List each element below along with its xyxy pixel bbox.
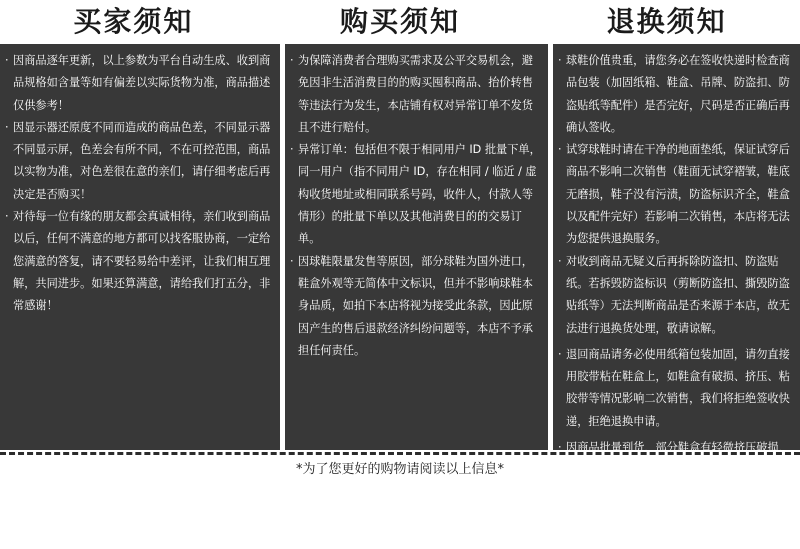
return-notice-panel — [553, 44, 800, 544]
footer-note: *为了您更好的购物请阅读以上信息* — [295, 462, 504, 477]
list-item — [557, 344, 796, 433]
bullet-icon: · — [290, 54, 294, 67]
list-item-text: 因球鞋限量发售等原因，部分球鞋为国外进口，鞋盒外观等无简体中文标识，但并不影响球鞋本身品质，如拍下本店将视为接受此条款，因此原因产生的售后退款经济纠纷问题等，本店不予承担任何责任。 — [298, 254, 533, 357]
list-item-text: 异常订单：包括但不限于相同用户 ID 批量下单，同一用户（指不同用户 ID，存在相同 / 临近 / 虚构收货地址或相同联系号码，收件人，付款人等情形）的批量下单以及其他消费目的的交易订单。 — [298, 143, 541, 246]
bullet-icon: · — [5, 54, 9, 67]
list-item-text: 为保障消费者合理购买需求及公平交易机会，避免因非生活消费目的的购买囤积商品、抬价转售等违法行为发生，本店铺有权对异常订单不发货且不进行赔付。 — [298, 54, 533, 134]
list-item — [289, 139, 544, 250]
bullet-icon: · — [558, 347, 562, 361]
header-return-notice: 退换须知 — [606, 5, 727, 38]
bullet-icon: · — [558, 441, 562, 455]
bullet-icon: · — [290, 143, 294, 157]
header-row — [0, 0, 800, 44]
buyer-notice-panel — [0, 44, 280, 450]
list-item-text: 对待每一位有缘的朋友都会真诚相待，亲们收到商品以后，任何不满意的地方都可以找客服协商，一定给您满意的答复，请不要轻易给中差评，让我们相互理解，共同进步。如果还算满意，请给我们打五分，非常感谢！ — [13, 210, 271, 313]
list-item-text: 试穿球鞋时请在干净的地面垫纸，保证试穿后商品不影响二次销售（鞋面无试穿褶皱，鞋底无磨损，鞋子没有污渍，防盗标识齐全，鞋盒以及配件完好）若影响二次销售，本店将无法为您提供退换服务。 — [566, 143, 790, 246]
purchase-notice-panel — [285, 44, 548, 450]
list-item-text: 对收到商品无疑义后再拆除防盗扣、防盗贴纸。若拆毁防盗标识（剪断防盗扣、撕毁防盗贴纸等）无法判断商品是否来源于本店，故无法进行退换货处理，敬请谅解。 — [566, 254, 790, 335]
list-item-text: 因商品逐年更新，以上参数为平台自动生成、收到商品规格如含量等如有偏差以实际货物为准，商品描述仅供参考！ — [13, 54, 271, 112]
list-item — [4, 50, 276, 117]
list-item — [289, 50, 544, 139]
list-item — [557, 251, 796, 340]
bullet-icon: · — [558, 143, 562, 157]
bullet-icon: · — [5, 210, 9, 224]
list-item — [557, 139, 796, 250]
list-item-text: 退回商品请务必使用纸箱包装加固，请勿直接用胶带粘在鞋盒上，如鞋盒有破损、挤压、粘胶带等情况影响二次销售，我们将拒绝签收快递，拒绝退换申请。 — [566, 347, 790, 428]
header-purchase-notice: 购买须知 — [339, 5, 460, 38]
list-item — [557, 50, 796, 139]
list-item-text: 球鞋价值贵重，请您务必在签收快递时检查商品包装（加固纸箱、鞋盒、吊牌、防盗扣、防盗贴纸等配件）是否完好，尺码是否正确后再确认签收。 — [566, 54, 790, 134]
bullet-icon: · — [5, 120, 9, 134]
list-item — [4, 206, 276, 317]
list-item-text: 因显示器还原度不同而造成的商品色差，不同显示器不同显示屏，色差会有所不同，不在可控范围，商品以实物为准，对色差很在意的亲们，请仔细考虑后再决定是否购买！ — [13, 120, 271, 201]
header-buyer-notice: 买家须知 — [73, 5, 194, 38]
bullet-icon: · — [290, 254, 294, 268]
bullet-icon: · — [558, 254, 562, 268]
bullet-icon: · — [558, 54, 562, 67]
list-item — [289, 251, 544, 362]
list-item-text: 因商品批量到货，部分鞋盒有轻微挤压破损，个别鞋撑缺失等情况，但并不影响球鞋本身品质，如拍下本店将视为接受此条款，因此原因产生售后退换货问题需要买家自行承担快递往返运费。 — [566, 441, 790, 544]
list-item — [4, 117, 276, 206]
